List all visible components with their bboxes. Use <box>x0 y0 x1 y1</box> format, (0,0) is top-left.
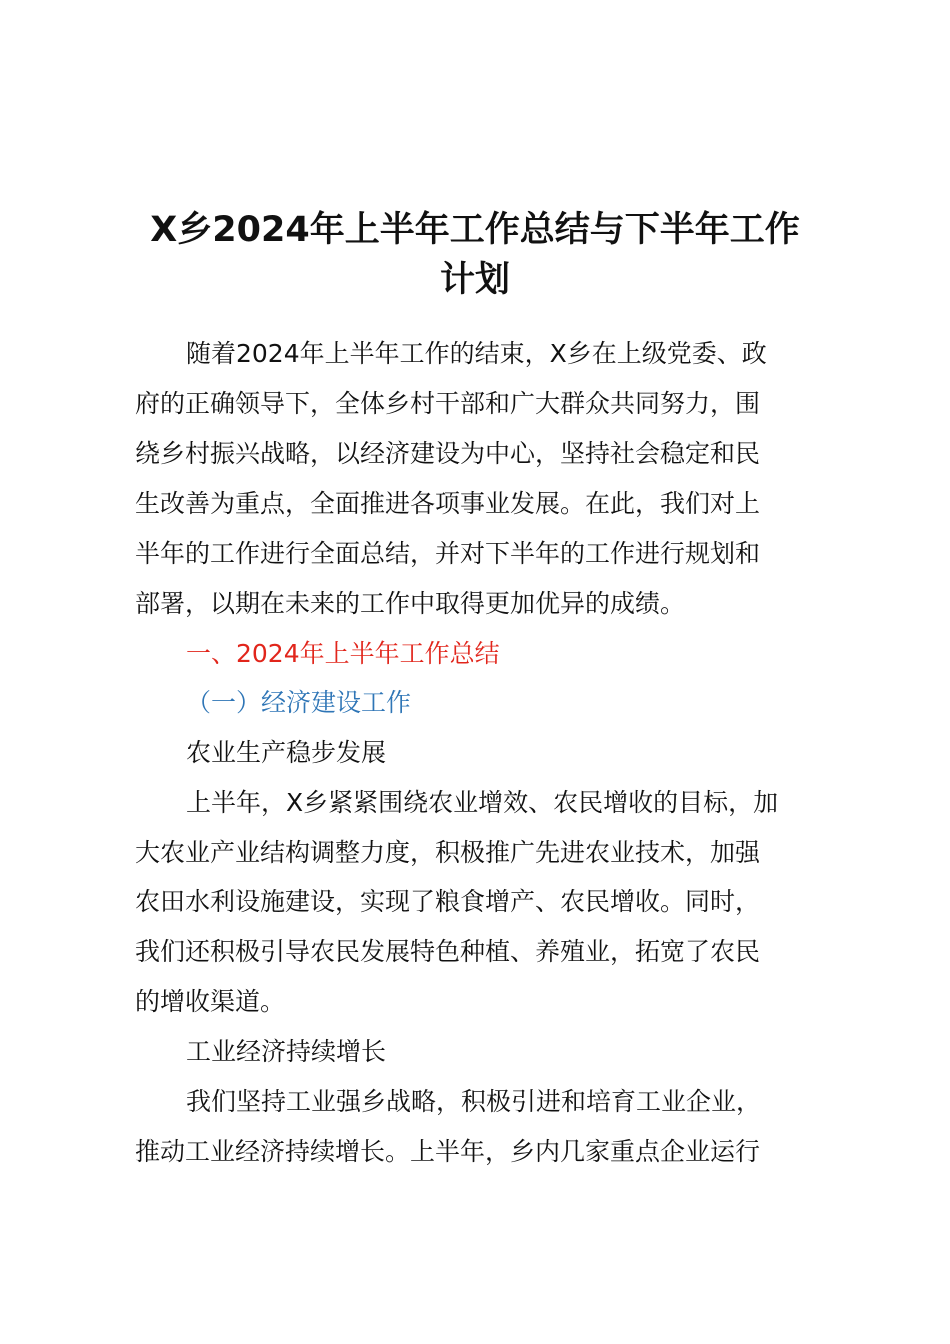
document-title-line-1: X乡2024年上半年工作总结与下半年工作 <box>150 210 800 250</box>
intro-paragraph-line: 生改善为重点，全面推进各项事业发展。在此，我们对上 <box>135 489 761 518</box>
intro-paragraph-line: 府的正确领导下，全体乡村干部和广大群众共同努力，围 <box>135 389 761 418</box>
subsection-heading: （一）经济建设工作 <box>186 688 412 717</box>
intro-paragraph-line: 随着2024年上半年工作的结束，X乡在上级党委、政 <box>186 339 767 368</box>
topic-heading: 农业生产稳步发展 <box>186 738 387 767</box>
topic-paragraph-line: 我们还积极引导农民发展特色种植、养殖业，拓宽了农民 <box>135 937 761 966</box>
topic-paragraph-line: 大农业产业结构调整力度，积极推广先进农业技术，加强 <box>135 838 761 867</box>
intro-paragraph-line: 半年的工作进行全面总结，并对下半年的工作进行规划和 <box>135 539 761 568</box>
topic-paragraph-line: 上半年，X乡紧紧围绕农业增效、农民增收的目标，加 <box>186 788 779 817</box>
topic-heading: 工业经济持续增长 <box>186 1037 387 1066</box>
topic-paragraph-line: 的增收渠道。 <box>135 987 286 1016</box>
topic-paragraph-line: 推动工业经济持续增长。上半年，乡内几家重点企业运行 <box>135 1137 761 1166</box>
topic-paragraph-line: 农田水利设施建设，实现了粮食增产、农民增收。同时， <box>135 887 761 916</box>
document-title-line-2: 计划 <box>439 260 510 300</box>
intro-paragraph-line: 绕乡村振兴战略，以经济建设为中心，坚持社会稳定和民 <box>135 439 761 468</box>
topic-paragraph-line: 我们坚持工业强乡战略，积极引进和培育工业企业， <box>186 1087 762 1116</box>
section-heading: 一、2024年上半年工作总结 <box>186 639 500 668</box>
intro-paragraph-line: 部署，以期在未来的工作中取得更加优异的成绩。 <box>135 589 686 618</box>
